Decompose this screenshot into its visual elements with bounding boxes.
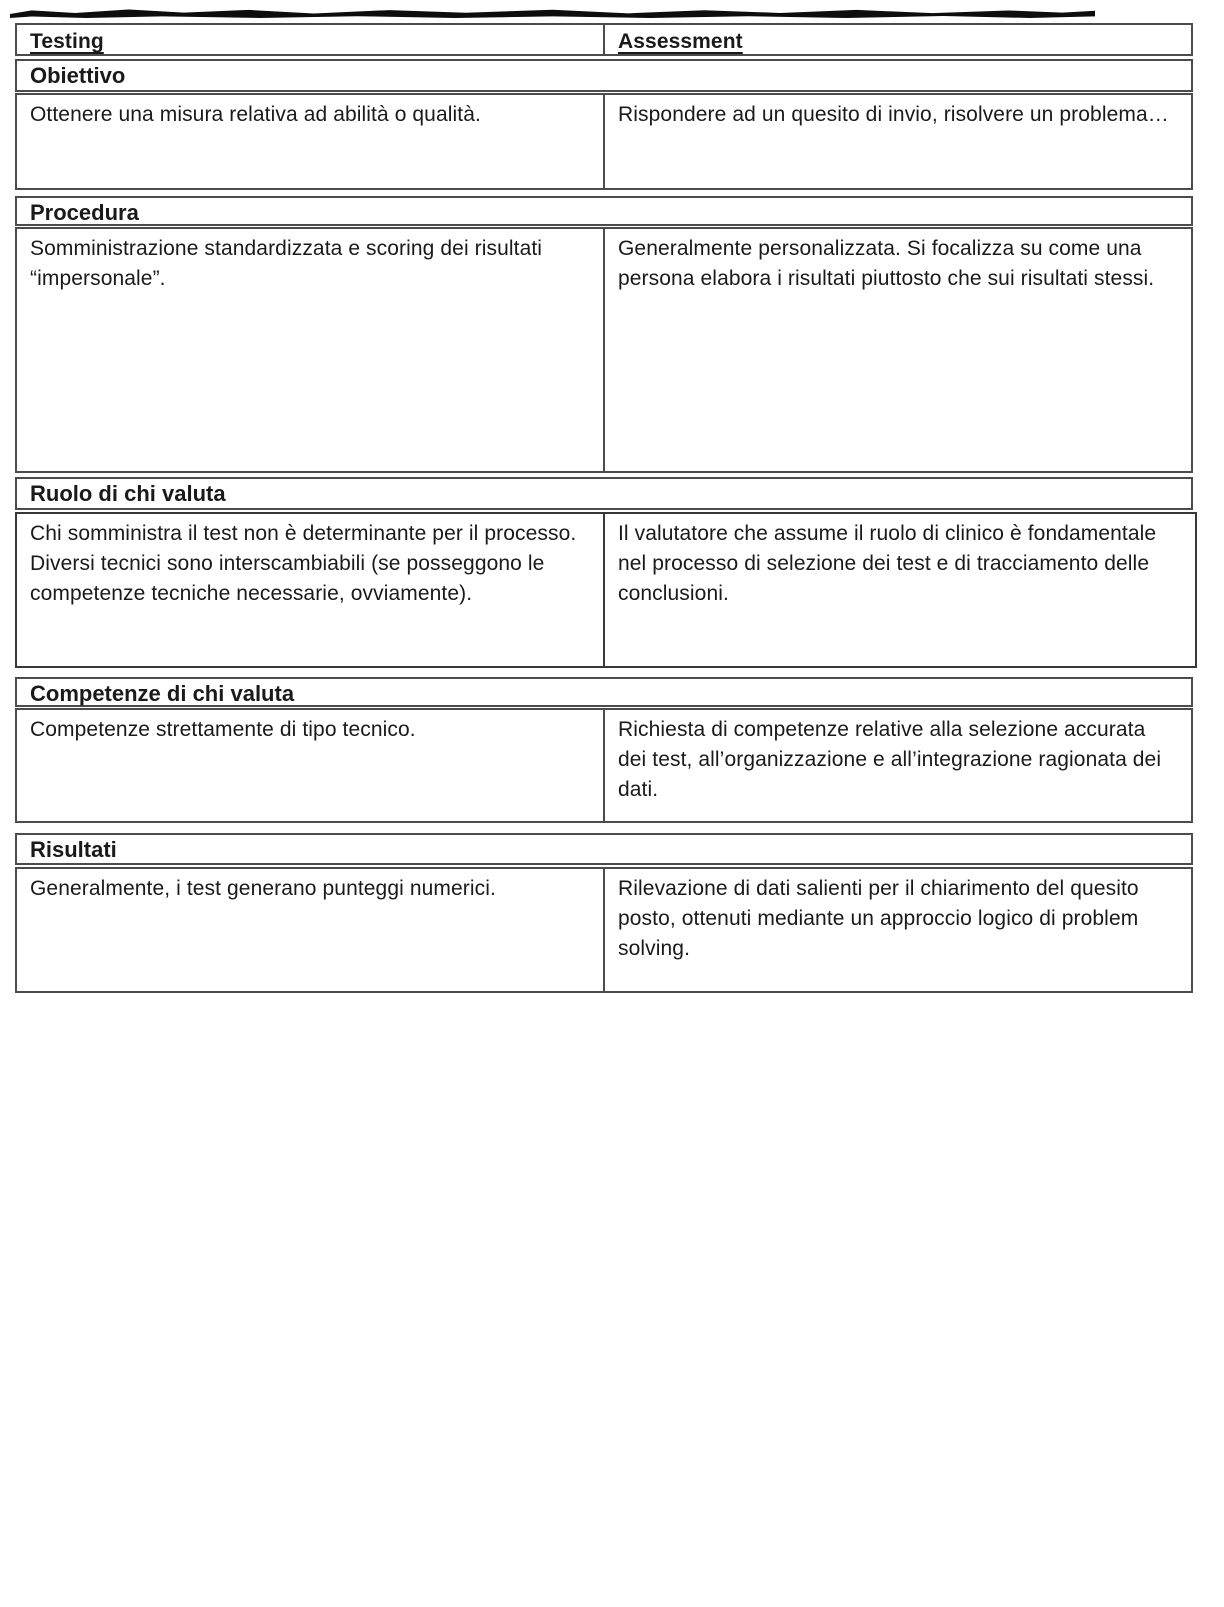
cell-text: Generalmente personalizzata. Si focalizza su come una persona elabora i risultati piuttosto che sui risultati stessi. [618,237,1155,290]
section-header-risultati [15,833,1193,865]
cell-text: Competenze strettamente di tipo tecnico. [30,718,416,741]
section-header-label: Competenze di chi valuta [30,681,295,706]
testing-cell [17,95,605,188]
assessment-cell [605,514,1195,666]
cell-text: Chi somministra il test non è determinante per il processo. Diversi tecnici sono interscambiabili (se posseggono le competenze tecniche necessarie, ovviamente). [30,522,577,605]
section-header-label: Procedura [30,200,139,225]
table-row-competenze-di-chi-valuta [15,708,1193,823]
assessment-header-cell [605,25,1191,54]
cell-text: Rilevazione di dati salienti per il chiarimento del quesito posto, ottenuti mediante un approccio logico di problem solving. [618,877,1139,960]
testing-cell [17,869,605,991]
section-header-obiettivo [15,59,1193,92]
section-header-label: Obiettivo [30,63,126,88]
cell-text: Ottenere una misura relativa ad abilità o qualità. [30,103,481,126]
section-header-label: Ruolo di chi valuta [30,481,226,506]
column-header-assessment: Assessment [618,30,743,53]
table-header-row [15,23,1193,56]
table-row-procedura [15,227,1193,473]
section-header-procedura [15,196,1193,226]
section-header-ruolo-di-chi-valuta [15,477,1193,510]
cell-text: Richiesta di competenze relative alla selezione accurata dei test, all’organizzazione e all’integrazione ragionata dei dati. [618,718,1162,801]
torn-black-strip-artifact [10,9,1095,18]
testing-cell [17,710,605,821]
column-header-testing: Testing [30,30,104,53]
cell-text: Rispondere ad un quesito di invio, risolvere un problema… [618,103,1169,126]
testing-header-cell [17,25,605,54]
cell-text: Somministrazione standardizzata e scoring dei risultati “impersonale”. [30,237,543,290]
section-header-competenze-di-chi-valuta [15,677,1193,707]
testing-cell [17,514,605,666]
section-header-label: Risultati [30,837,117,862]
testing-cell [17,229,605,471]
cell-text: Generalmente, i test generano punteggi numerici. [30,877,496,900]
cell-text: Il valutatore che assume il ruolo di clinico è fondamentale nel processo di selezione dei test e di tracciamento delle conclusioni. [618,522,1157,605]
table-row-risultati [15,867,1193,993]
testing-vs-assessment-table [15,23,1193,993]
assessment-cell [605,710,1191,821]
assessment-cell [605,95,1191,188]
table-row-ruolo-di-chi-valuta [15,512,1197,668]
assessment-cell [605,869,1191,991]
assessment-cell [605,229,1191,471]
table-row-obiettivo [15,93,1193,190]
